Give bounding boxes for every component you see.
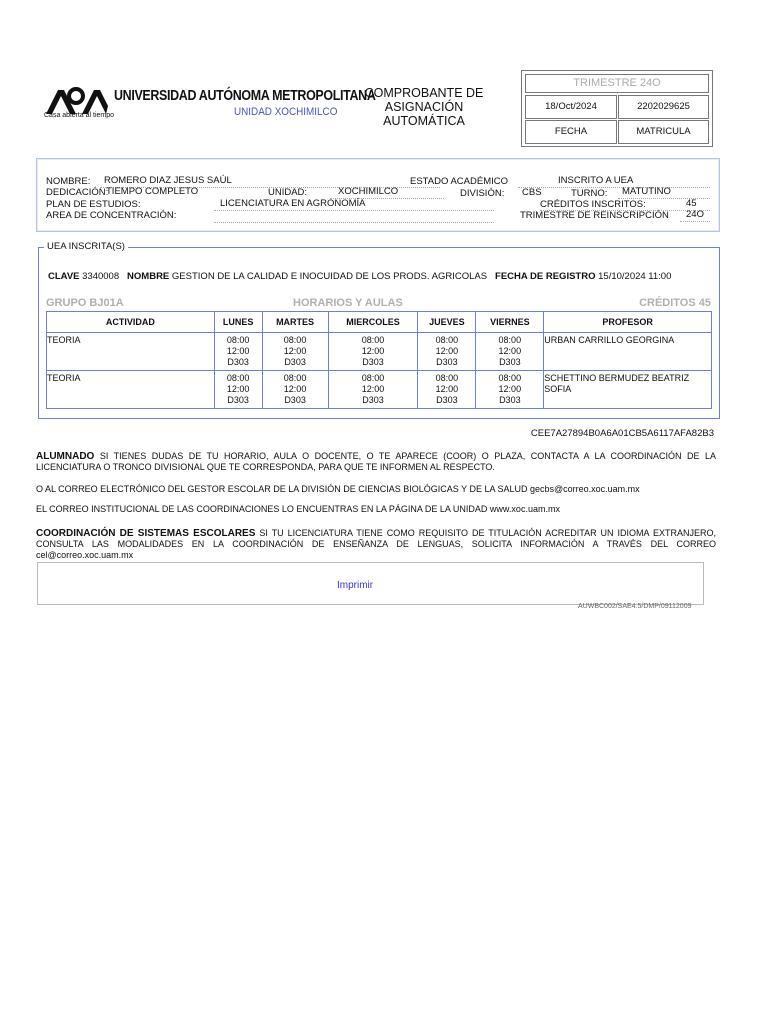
- start-time: 08:00: [498, 335, 522, 345]
- trimester-label: TRIMESTRE 24O: [525, 74, 709, 93]
- table-row: [47, 371, 712, 409]
- nombre-value: ROMERO DIAZ JESUS SAÚL: [104, 175, 232, 186]
- start-time: 08:00: [226, 335, 250, 345]
- end-time: 12:00: [435, 346, 459, 356]
- end-time: 12:00: [283, 346, 307, 356]
- horarios-heading: HORARIOS Y AULAS: [293, 297, 403, 309]
- table-row: [47, 333, 712, 371]
- start-time: 08:00: [498, 373, 522, 383]
- coordinacion-text: SI TU LICENCIATURA TIENE COMO REQUISITO DE TITULACIÓN ACREDITAR UN IDIOMA EXTRANJERO, CONSULTA LAS MODALIDADES EN LA COORDINACIÓN DE ENSEÑANZA DE LENGUAS, SOLICITA INFORMACIÓN A TRAVÉS DEL CORREO cel@correo.xoc.uam.mx: [36, 528, 716, 560]
- actividad-cell: TEORIA: [47, 333, 215, 371]
- end-time: 12:00: [361, 346, 385, 356]
- dedicacion-label: DEDICACIÓN:: [46, 187, 109, 198]
- room: D303: [499, 395, 521, 405]
- reinscripcion-label: TRIMESTRE DE REINSCRIPCIÓN: [520, 210, 669, 221]
- slogan: Casa abierta al tiempo: [44, 112, 115, 119]
- creditos-heading: CRÉDITOS 45: [639, 297, 711, 309]
- lunes-cell: [214, 333, 262, 371]
- room: D303: [436, 395, 458, 405]
- end-time: 12:00: [361, 384, 385, 394]
- end-time: 12:00: [498, 384, 522, 394]
- col-miercoles: MIERCOLES: [328, 312, 418, 333]
- room: D303: [362, 395, 384, 405]
- profesor-cell: SCHETTINO BERMUDEZ BEATRIZ SOFIA: [544, 371, 712, 409]
- correo-inst-note: EL CORREO INSTITUCIONAL DE LAS COORDINACIONES LO ENCUENTRAS EN LA PÁGINA DE LA UNIDAD www.xoc.uam.mx: [36, 504, 560, 514]
- start-time: 08:00: [361, 335, 385, 345]
- matricula-value: 2202029625: [618, 95, 709, 119]
- document-title-line2: AUTOMÁTICA: [383, 114, 465, 128]
- unit-name: UNIDAD XOCHIMILCO: [234, 106, 338, 118]
- division-value: CBS: [522, 187, 542, 198]
- alumnado-text: SI TIENES DUDAS DE TU HORARIO, AULA O DOCENTE, O TE APARECE (COOR) O PLAZA, CONTACTA A LA COORDINACIÓN DE LA LICENCIATURA O TRONCO DIVISIONAL QUE TE CORRESPONDA, PARA QUE TE INFORMEN AL RESPECTO.: [36, 451, 716, 472]
- room: D303: [436, 357, 458, 367]
- estado-value: INSCRITO A UEA: [558, 175, 634, 186]
- martes-cell: [262, 371, 328, 409]
- matricula-label: MATRICULA: [618, 120, 709, 144]
- viernes-cell: [476, 371, 544, 409]
- col-lunes: LUNES: [214, 312, 262, 333]
- unidad-value: XOCHIMILCO: [338, 186, 399, 197]
- creditos-label: CRÉDITOS INSCRITOS:: [540, 199, 646, 210]
- print-button[interactable]: Imprimir: [337, 580, 374, 591]
- document-title: [326, 86, 522, 128]
- fecha-registro-label: FECHA DE REGISTRO: [495, 271, 596, 282]
- lunes-cell: [214, 371, 262, 409]
- university-name: UNIVERSIDAD AUTÓNOMA METROPOLITANA: [114, 88, 376, 104]
- end-time: 12:00: [226, 346, 250, 356]
- area-underline: [214, 222, 494, 223]
- start-time: 08:00: [283, 373, 307, 383]
- turno-value: MATUTINO: [622, 186, 671, 197]
- profesor-cell: URBAN CARRILLO GEORGINA: [544, 333, 712, 371]
- trimester-box: [521, 70, 713, 147]
- col-jueves: JUEVES: [418, 312, 476, 333]
- viernes-cell: [476, 333, 544, 371]
- schedule-header-row: [47, 312, 712, 333]
- coordinacion-note: [36, 528, 716, 561]
- alumnado-label: ALUMNADO: [36, 451, 95, 462]
- actividad-cell: TEORIA: [47, 371, 215, 409]
- correo-gestor-note: O AL CORREO ELECTRÓNICO DEL GESTOR ESCOLAR DE LA DIVISIÓN DE CIENCIAS BIOLÓGICAS Y DE LA SALUD gecbs@correo.xoc.uam.mx: [36, 484, 640, 494]
- start-time: 08:00: [361, 373, 385, 383]
- area-label: AREA DE CONCENTRACIÓN:: [46, 210, 177, 221]
- col-actividad: ACTIVIDAD: [47, 312, 215, 333]
- coordinacion-label: COORDINACIÓN DE SISTEMAS ESCOLARES: [36, 528, 256, 539]
- start-time: 08:00: [435, 335, 459, 345]
- estado-underline: [518, 187, 710, 188]
- fecha-registro-value: 15/10/2024 11:00: [598, 271, 672, 282]
- date-value: 18/Oct/2024: [525, 95, 617, 119]
- form-code: AUWBC002/SAE4.5/DMP/09112009: [578, 603, 692, 610]
- uea-detail-line: [48, 271, 671, 282]
- schedule-table: [46, 311, 712, 409]
- dedicacion-value: TIEMPO COMPLETO: [106, 186, 199, 197]
- plan-value: LICENCIATURA EN AGRONOMÍA: [220, 198, 366, 209]
- room: D303: [227, 395, 249, 405]
- uea-nombre-value: GESTION DE LA CALIDAD E INOCUIDAD DE LOS PRODS. AGRICOLAS: [171, 271, 488, 282]
- start-time: 08:00: [283, 335, 307, 345]
- grupo-heading: GRUPO BJ01A: [46, 297, 124, 309]
- document-title-line1: COMPROBANTE DE ASIGNACIÓN: [364, 86, 484, 114]
- jueves-cell: [418, 333, 476, 371]
- room: D303: [284, 357, 306, 367]
- reinscripcion-value: 24O: [686, 209, 704, 220]
- col-viernes: VIERNES: [476, 312, 544, 333]
- end-time: 12:00: [435, 384, 459, 394]
- col-profesor: PROFESOR: [544, 312, 712, 333]
- reinscripcion-underline: [680, 221, 710, 222]
- martes-cell: [262, 333, 328, 371]
- end-time: 12:00: [498, 346, 522, 356]
- creditos-value: 45: [686, 198, 697, 209]
- nombre-label: NOMBRE:: [46, 176, 91, 187]
- start-time: 08:00: [435, 373, 459, 383]
- miercoles-cell: [328, 333, 418, 371]
- unidad-label: UNIDAD:: [268, 187, 308, 198]
- room: D303: [362, 357, 384, 367]
- date-label: FECHA: [525, 120, 617, 144]
- miercoles-cell: [328, 371, 418, 409]
- plan-underline: [214, 210, 494, 211]
- clave-label: CLAVE: [48, 271, 80, 282]
- room: D303: [227, 357, 249, 367]
- uea-nombre-label: NOMBRE: [127, 271, 170, 282]
- room: D303: [284, 395, 306, 405]
- jueves-cell: [418, 371, 476, 409]
- room: D303: [499, 357, 521, 367]
- uea-legend: UEA INSCRITA(S): [44, 241, 128, 252]
- plan-label: PLAN DE ESTUDIOS:: [46, 199, 141, 210]
- end-time: 12:00: [283, 384, 307, 394]
- clave-value: 3340008: [82, 271, 120, 282]
- col-martes: MARTES: [262, 312, 328, 333]
- alumnado-note: [36, 451, 716, 473]
- turno-label: TURNO:: [571, 188, 608, 199]
- estado-label: ESTADO ACADÉMICO: [410, 176, 509, 187]
- end-time: 12:00: [226, 384, 250, 394]
- verification-hash: CEE7A27894B0A6A01CB5A6117AFA82B3: [530, 428, 714, 439]
- division-label: DIVISIÓN:: [460, 188, 505, 199]
- start-time: 08:00: [226, 373, 250, 383]
